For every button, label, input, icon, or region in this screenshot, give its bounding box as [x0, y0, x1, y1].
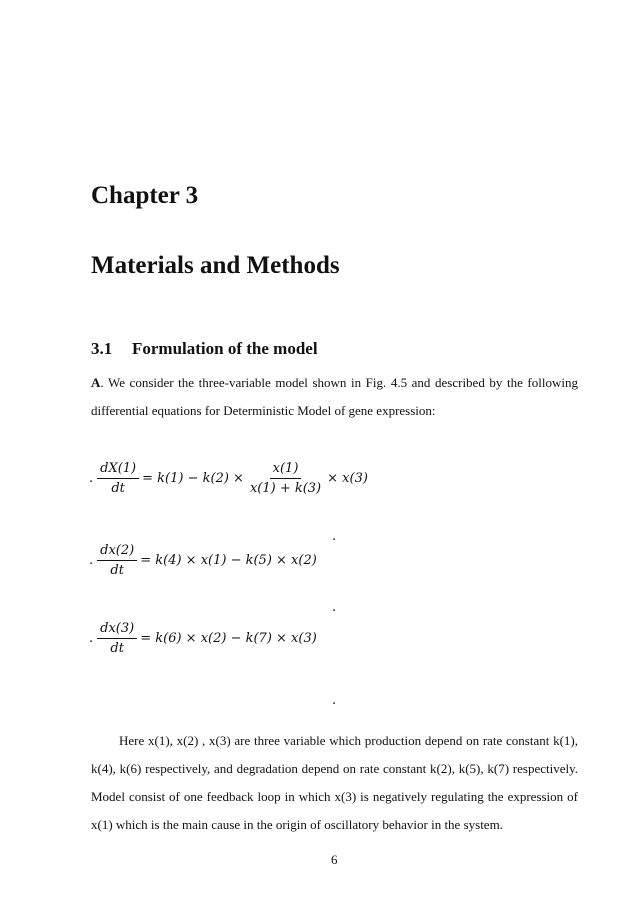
- equation-2-trailing-dot: .: [332, 600, 337, 615]
- section-heading: [91, 339, 318, 359]
- equation-3-lhs-fraction: [97, 621, 137, 656]
- body-paragraph: [91, 727, 578, 839]
- equation-1-trailing-dot: .: [332, 529, 337, 544]
- equation-3-lhs-numerator: dx(3): [97, 621, 137, 639]
- intro-bold-lead: A: [91, 375, 101, 390]
- equation-1: [89, 461, 368, 496]
- equation-3-rhs: = k(6) × x(2) − k(7) × x(3): [140, 631, 317, 646]
- intro-paragraph: [91, 369, 578, 425]
- equation-1-rhs-b: × x(3): [327, 471, 368, 486]
- page-number: 6: [331, 852, 338, 867]
- equation-3: [89, 621, 317, 656]
- section-number: 3.1: [91, 339, 113, 358]
- body-text: Here x(1), x(2) , x(3) are three variable which production depend on rate constant k(1), k(4), k(6) respectively, and degradation depend on rate constant k(2), k(5), k(7) respectively. Model consist of one feedback loop in which x(3) is negatively regulating the expression of x(1) which is the main cause in the origin of oscillatory behavior in the system.: [91, 733, 578, 832]
- equation-3-lead-dot: .: [89, 631, 94, 646]
- equation-1-rhs-a: = k(1) − k(2) ×: [142, 471, 244, 486]
- equation-1-lhs-fraction: [97, 461, 139, 496]
- equation-1-lhs-numerator: dX(1): [97, 461, 139, 479]
- equation-1-inner-denominator: x(1) + k(3): [249, 481, 322, 496]
- equation-2-lhs-denominator: dt: [110, 563, 124, 578]
- intro-text: . We consider the three-variable model shown in Fig. 4.5 and described by the following differential equations for Deterministic Model of gene expression:: [91, 375, 578, 418]
- chapter-title: Materials and Methods: [91, 252, 340, 279]
- equation-1-inner-fraction: [247, 461, 324, 496]
- chapter-label: Chapter 3: [91, 182, 199, 209]
- equation-1-lead-dot: .: [89, 471, 94, 486]
- equation-2-lead-dot: .: [89, 553, 94, 568]
- equation-2-lhs-fraction: [97, 543, 137, 578]
- equation-3-trailing-dot: .: [332, 693, 337, 708]
- equation-2-lhs-numerator: dx(2): [97, 543, 137, 561]
- equation-2-rhs: = k(4) × x(1) − k(5) × x(2): [140, 553, 317, 568]
- equation-3-lhs-denominator: dt: [110, 641, 124, 656]
- equation-2: [89, 543, 317, 578]
- section-title: Formulation of the model: [132, 339, 318, 358]
- equation-1-inner-numerator: x(1): [270, 461, 302, 479]
- equation-1-lhs-denominator: dt: [111, 481, 125, 496]
